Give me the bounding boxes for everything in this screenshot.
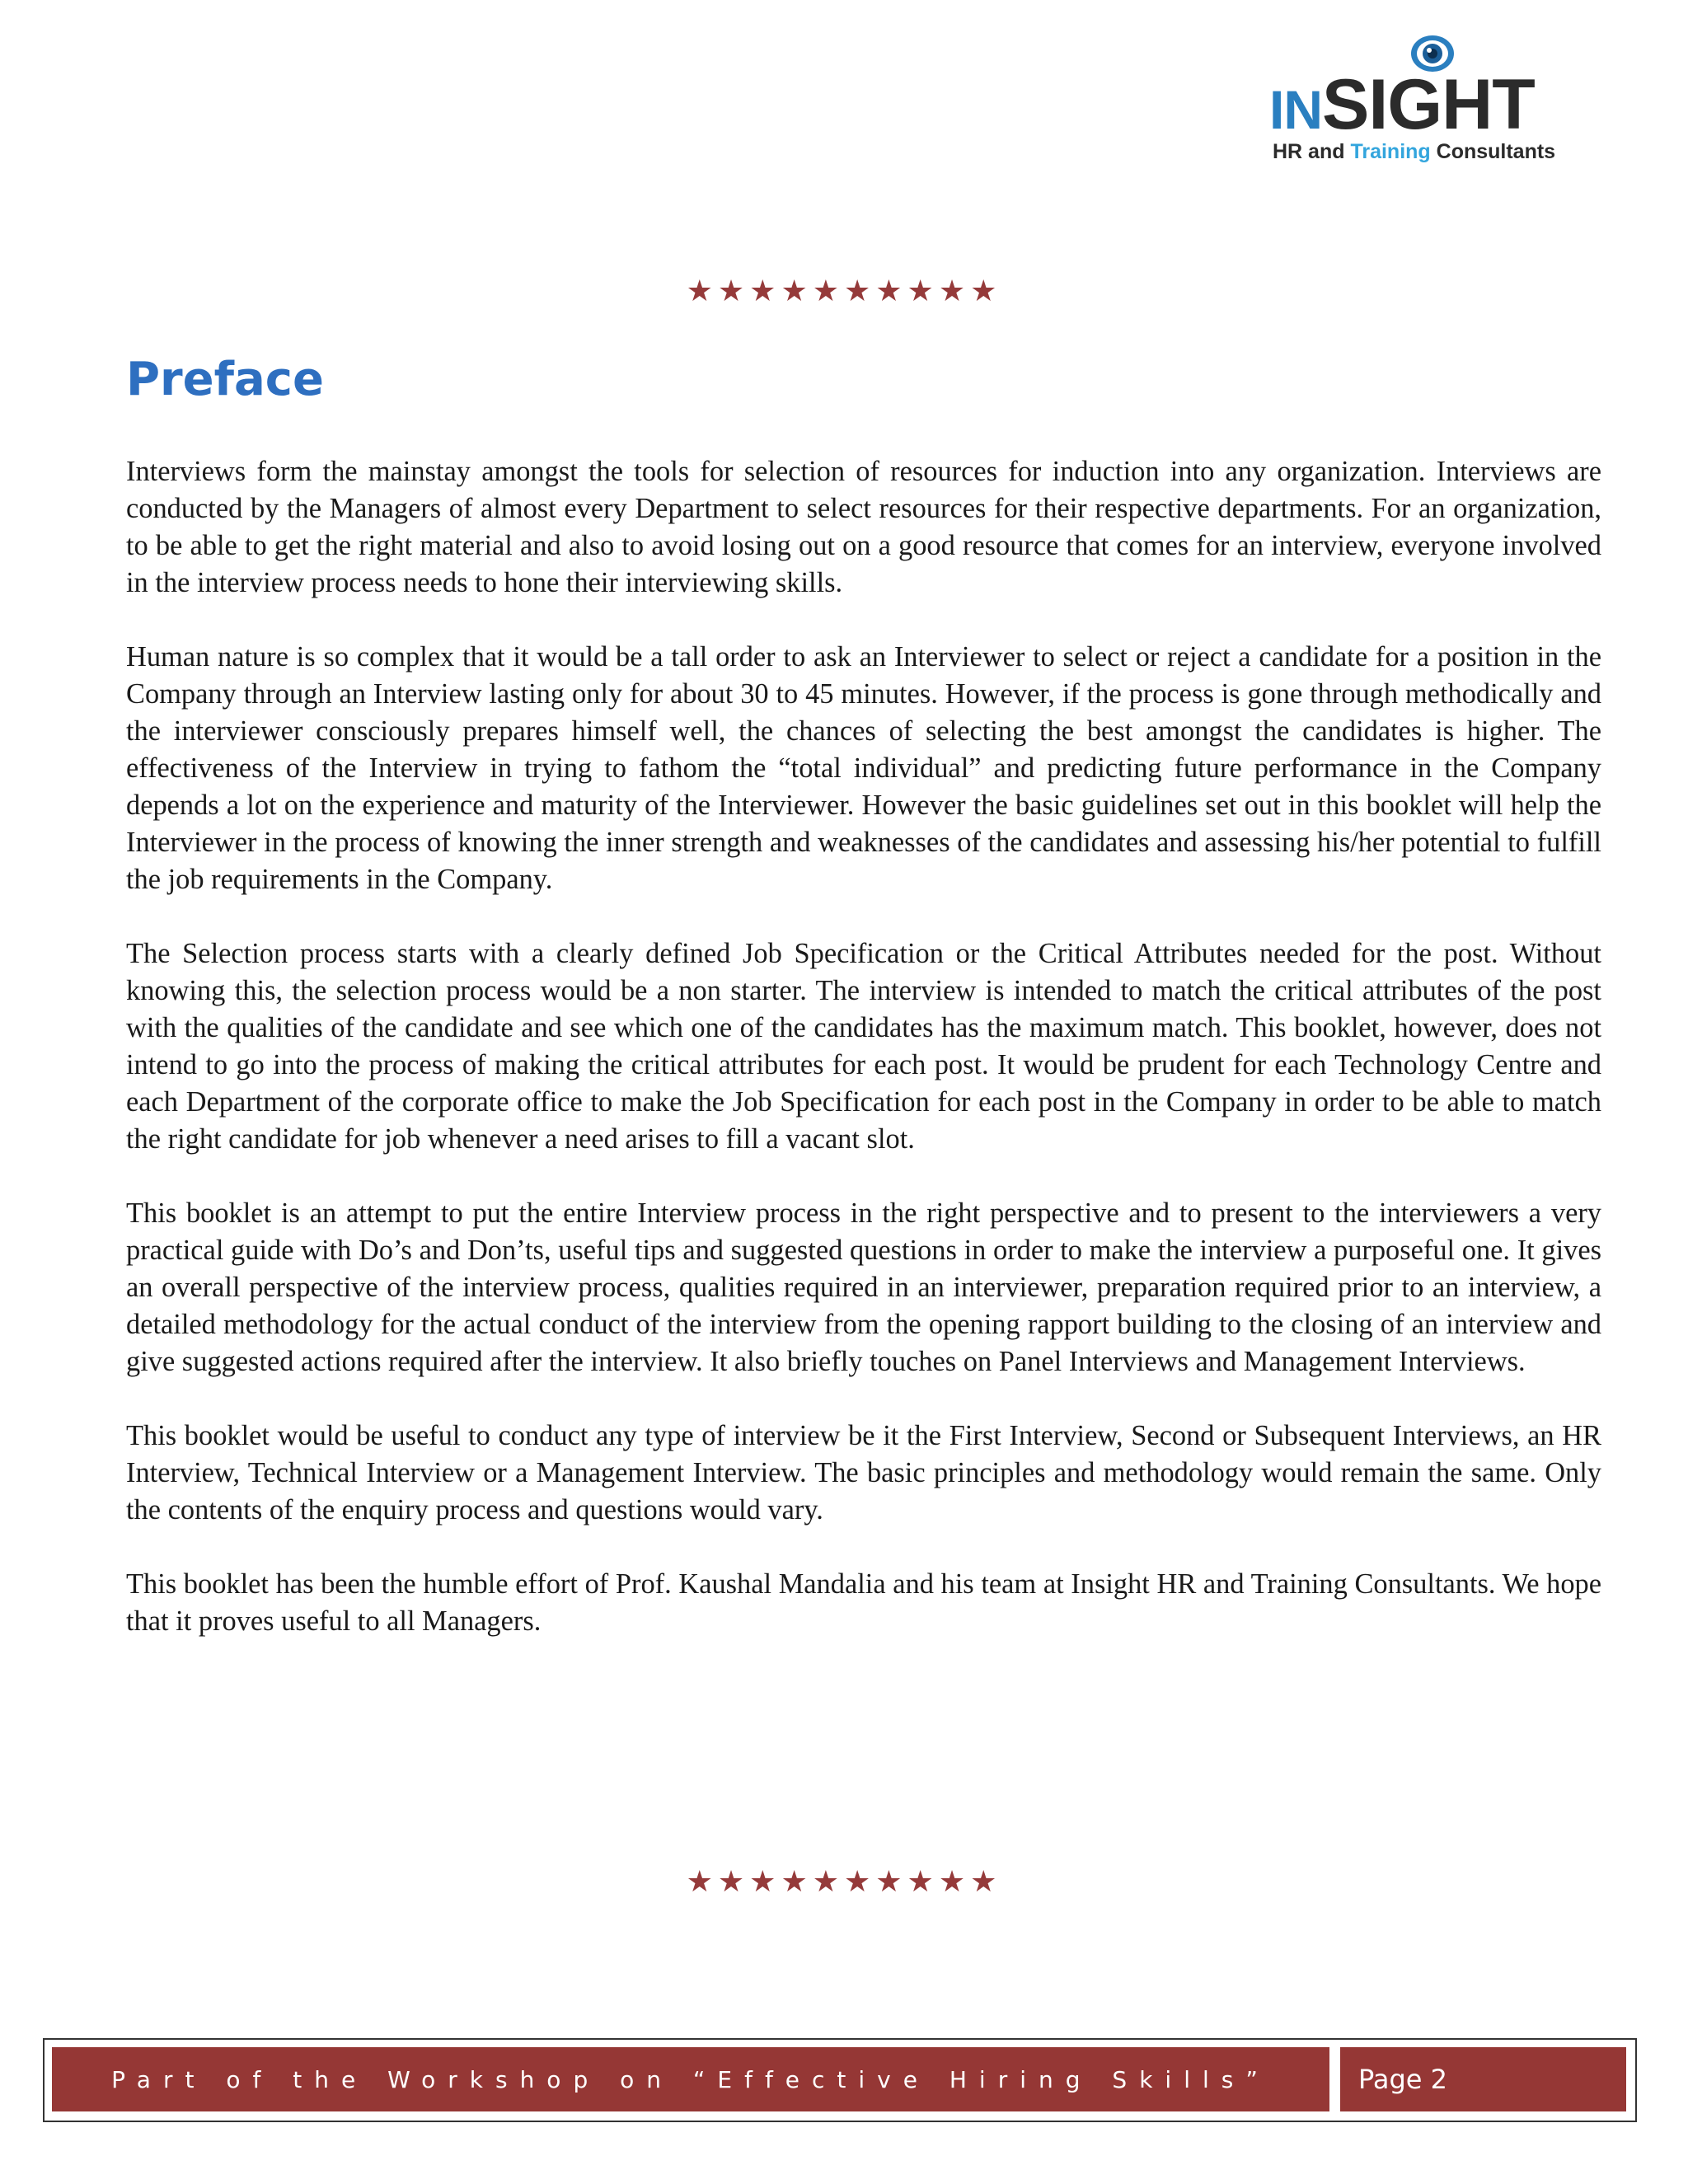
paragraph: This booklet has been the humble effort of Prof. Kaushal Mandalia and his team at Insight HR and Training Consultants. We hope that it proves useful to all Managers. [126,1568,1601,1637]
company-logo [1269,33,1599,173]
paragraph: Interviews form the mainstay amongst the tools for selection of resources for induction into any organization. Interviews are conducted by the Managers of almost every Department to select resources for their respective departments. For an organization, to be able to get the right material and also to avoid losing out on a good resource that comes for an interview, everyone involved in the interview process needs to hone their interviewing skills. [126,456,1601,598]
logo-word-in: IN [1269,79,1322,140]
paragraph: This booklet is an attempt to put the entire Interview process in the right perspective and to present to the interviewers a very practical guide with Do’s and Don’ts, useful tips and suggested questions in order to make the interview a purposeful one. It gives an overall perspective of the interview process, qualities required in an interviewer, preparation required prior to an interview, a detailed methodology for the actual conduct of the interview from the opening rapport building to the closing of an interview and give suggested actions required after the interview. It also briefly touches on Panel Interviews and Management Interviews. [126,1197,1601,1377]
preface-body [126,453,1601,1677]
logo-tagline-training: Training [1350,140,1431,163]
logo-tagline [1273,140,1555,164]
paragraph: The Selection process starts with a clearly defined Job Specification or the Critical Attributes needed for the post. Without knowing this, the selection process would be a non starter. The interview is intended to match the critical attributes of the post with the qualities of the candidate and see which one of the candidates has the maximum match. This booklet, however, does not intend to go into the process of making the critical attributes for each post. It would be prudent for each Technology Centre and each Department of the corporate office to make the Job Specification for each post in the Company in order to be able to match the right candidate for job whenever a need arises to fill a vacant slot. [126,938,1601,1155]
footer-workshop-text: Part of the Workshop on “Effective Hiring Skills” [52,2047,1329,2111]
page-footer [43,2038,1637,2122]
footer-page-number: Page 2 [1340,2047,1626,2111]
logo-word-sight: SIGHT [1322,65,1535,144]
logo-tagline-part3: Consultants [1430,140,1556,163]
stars-divider-top: ★★★★★★★★★★ [686,274,1002,308]
paragraph: Human nature is so complex that it would be a tall order to ask an Interviewer to select or reject a candidate for a position in the Company through an Interview lasting only for about 30 to 45 minutes. However, if the process is gone through methodically and the interviewer consciously prepares himself well, the chances of selecting the best amongst the candidates is higher. The effectiveness of the Interview in trying to fathom the “total individual” and predicting future performance in the Company depends a lot on the experience and maturity of the Interviewer. However the basic guidelines set out in this booklet will help the Interviewer in the process of knowing the inner strength and weaknesses of the candidates and assessing his/her potential to fulfill the job requirements in the Company. [126,641,1601,895]
logo-wordmark [1269,65,1535,144]
page-title: Preface [126,353,324,406]
logo-tagline-part1: HR and [1273,140,1351,163]
stars-divider-bottom: ★★★★★★★★★★ [686,1865,1002,1899]
paragraph: This booklet would be useful to conduct any type of interview be it the First Interview, Second or Subsequent Interviews, an HR Interview, Technical Interview or a Management Interview. The basic principles and methodology would remain the same. Only the contents of the enquiry process and questions would vary. [126,1420,1601,1526]
